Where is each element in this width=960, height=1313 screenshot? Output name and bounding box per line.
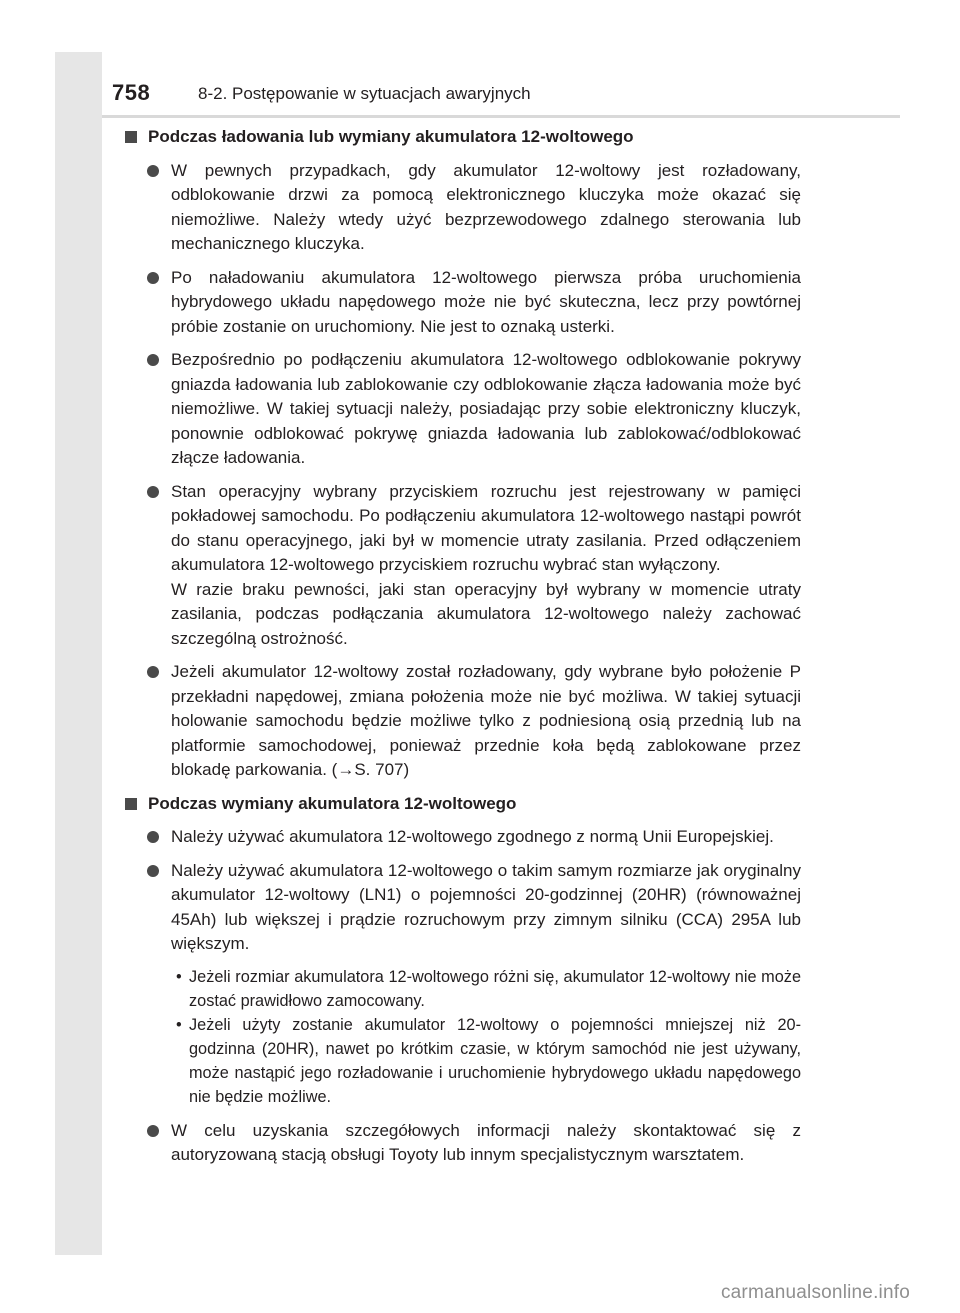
page-side-band bbox=[55, 52, 102, 1255]
round-bullet-icon bbox=[147, 666, 159, 678]
round-bullet-icon bbox=[147, 272, 159, 284]
page-header bbox=[112, 80, 902, 116]
list-item bbox=[121, 660, 801, 783]
list-item bbox=[121, 480, 801, 652]
sub-list-item bbox=[171, 1013, 801, 1109]
page-content bbox=[121, 125, 801, 1177]
section-heading-text: Podczas wymiany akumulatora 12-woltowego bbox=[148, 793, 517, 813]
list-item-text: Po naładowaniu akumulatora 12-woltowego pierwsza próba uruchomienia hybrydowego układu napędowego może nie być skuteczna, lecz przy powtórnej próbie zostanie on uruchomiony. Nie jest to oznaką usterki. bbox=[171, 267, 801, 336]
section-heading-text: Podczas ładowania lub wymiany akumulatora 12-woltowego bbox=[148, 127, 634, 146]
round-bullet-icon bbox=[147, 865, 159, 877]
list-item-text: W celu uzyskania szczegółowych informacji należy skontaktować się z autoryzowaną stacją obsługi Toyoty lub innym specjalistycznym warsztatem. bbox=[171, 1120, 801, 1164]
round-bullet-icon bbox=[147, 1125, 159, 1137]
list-item bbox=[121, 859, 801, 957]
header-divider bbox=[102, 115, 900, 118]
round-bullet-icon bbox=[147, 354, 159, 366]
sub-list-item-text: Jeżeli rozmiar akumulatora 12-woltowego różni się, akumulator 12-woltowy nie może zostać prawidłowo zamocowany. bbox=[189, 967, 801, 1010]
list-item-text: Jeżeli akumulator 12-woltowy został rozładowany, gdy wybrane było położenie P przekładni napędowej, zmiana położenia może nie być możliwa. W takiej sytuacji holowanie samochodu będzie możliwe tylko z podniesioną osią przednią lub na platformie samochodowej, ponieważ przednie koła będą zablokowane przez blokadę parkowania. (→S. 707) bbox=[171, 662, 801, 779]
watermark: carmanualsonline.info bbox=[720, 1282, 910, 1303]
section-title: 8-2. Postępowanie w sytuacjach awaryjnych bbox=[198, 84, 531, 103]
round-bullet-icon bbox=[147, 831, 159, 843]
list-item-text: Bezpośrednio po podłączeniu akumulatora 12-woltowego odblokowanie pokrywy gniazda ładowania lub zablokowanie czy odblokowanie złącza ładowania może być niemożliwe. W takiej sytuacji należy, posiadając przy sobie elektroniczny kluczyk, ponownie odblokować pokrywę gniazda ładowania lub zablokować/odblokować złącze ładowania. bbox=[171, 350, 801, 467]
small-dot-icon: • bbox=[176, 1015, 182, 1034]
list-item-text: Stan operacyjny wybrany przyciskiem rozruchu jest rejestrowany w pamięci pokładowej samochodu. Po podłączeniu akumulatora 12-woltowego nastąpi powrót do stanu operacyjnego, jaki był w momencie utraty zasilania. Przed odłączeniem akumulatora 12-woltowego przyciskiem rozruchu wybrać stan wyłączony. bbox=[171, 481, 801, 574]
small-dot-icon: • bbox=[176, 967, 182, 986]
section-heading bbox=[121, 125, 801, 150]
list-item bbox=[121, 1119, 801, 1168]
list-item bbox=[121, 825, 801, 850]
square-bullet-icon bbox=[125, 798, 137, 810]
list-item bbox=[121, 159, 801, 257]
sub-list-item-text: Jeżeli użyty zostanie akumulator 12-woltowy o pojemności mniejszej niż 20-godzinna (20HR), nawet po krótkim czasie, w którym samochód nie jest używany, może nastąpić jego rozładowanie i uruchomienie hybrydowego układu napędowego nie będzie możliwe. bbox=[189, 1015, 801, 1106]
list-item bbox=[121, 266, 801, 340]
list-item-text: W pewnych przypadkach, gdy akumulator 12-woltowy jest rozładowany, odblokowanie drzwi za pomocą elektronicznego kluczyka może okazać się niemożliwe. Należy wtedy użyć bezprzewodowego zdalnego sterowania lub mechanicznego kluczyka. bbox=[171, 160, 801, 253]
round-bullet-icon bbox=[147, 165, 159, 177]
sub-list-item bbox=[171, 965, 801, 1013]
square-bullet-icon bbox=[125, 131, 137, 143]
list-item-note: W razie braku pewności, jaki stan operacyjny był wybrany w momencie utraty zasilania, podczas podłączania akumulatora 12-woltowego należy zachować szczególną ostrożność. bbox=[171, 579, 801, 648]
sub-list bbox=[121, 965, 801, 1109]
list-item-text: Należy używać akumulatora 12-woltowego zgodnego z normą Unii Europejskiej. bbox=[171, 827, 774, 846]
page-number: 758 bbox=[112, 80, 151, 105]
list-item bbox=[121, 348, 801, 471]
round-bullet-icon bbox=[147, 486, 159, 498]
section-heading bbox=[121, 792, 801, 817]
list-item-text: Należy używać akumulatora 12-woltowego o takim samym rozmiarze jak oryginalny akumulator 12-woltowy (LN1) o pojemności 20-godzinnej (20HR) (równoważnej 45Ah) lub większej i prądzie rozruchowym przy zimnym silniku (CCA) 295A lub większym. bbox=[171, 860, 801, 953]
